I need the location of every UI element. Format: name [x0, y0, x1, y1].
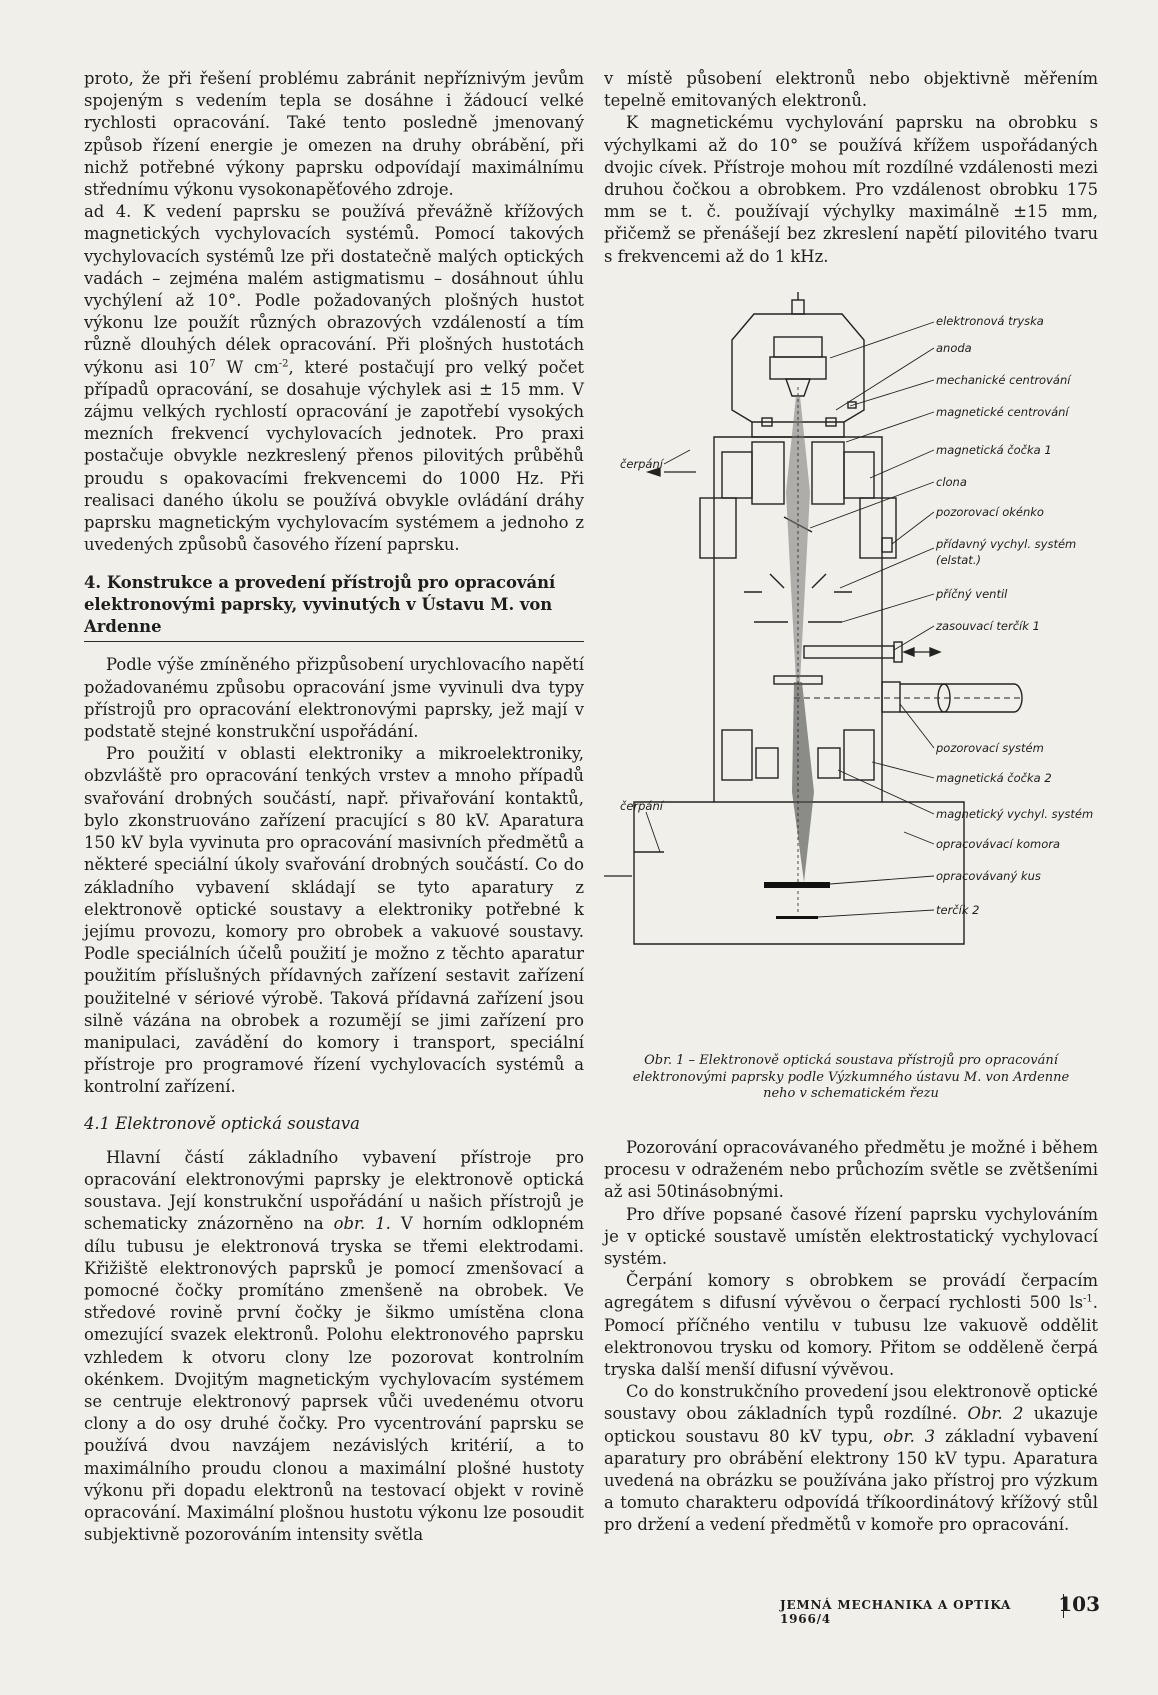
section-heading-4: 4. Konstrukce a provedení přístrojů pro opracování elektronovými paprsky, vyvinutých v Ústavu M. von Ardenne — [84, 572, 584, 642]
label-magnetic-lens-2: magnetická čočka 2 — [936, 771, 1052, 785]
gun-insulator — [774, 337, 822, 357]
heading-rule — [84, 641, 584, 642]
label-observation-window: pozorovací okénko — [936, 505, 1044, 519]
insertable-target-1 — [804, 646, 894, 658]
journal-name: JEMNÁ MECHANIKA A OPTIKA 1966/4 — [780, 1598, 1012, 1626]
left-column — [84, 68, 584, 1546]
right-column-bottom — [604, 1137, 1098, 1537]
paragraph: Čerpání komory s obrobkem se provádí čerpacím agregátem s difusní vývěvou o čerpací rychlosti 500 $ls^{-1}$. Pomocí příčného ventilu v tubusu lze vakuově oddělit elektronovou trysku od komory. Přitom se odděleně čerpá tryska další menší difusní vývěvou. — [604, 1271, 1098, 1380]
right-column-top — [604, 68, 1098, 268]
observation-window — [882, 538, 892, 552]
figure-reference: obr. 3 — [883, 1426, 936, 1446]
figure-reference: obr. 1. — [333, 1214, 391, 1234]
lens1-coil-right — [844, 452, 874, 498]
label-anode: anoda — [936, 341, 972, 355]
lens1-outer-left — [700, 498, 736, 558]
gun-connector — [792, 300, 804, 314]
label-cross-valve: příčný ventil — [936, 587, 1008, 601]
paragraph: Pro dříve popsané časové řízení paprsku vychylováním je v optické soustavě umístěn elektrostatický vychylovací systém. — [604, 1204, 1098, 1269]
paragraph: v místě působení elektronů nebo objektivně měřením tepelně emitovaných elektronů. — [604, 69, 1098, 111]
electron-optics-schematic — [604, 292, 1098, 1062]
lens2-coil-left — [722, 730, 752, 780]
label-magnetic-lens-1: magnetická čočka 1 — [936, 443, 1052, 457]
lens1-coil-left — [722, 452, 752, 498]
paragraph: proto, že při řešení problému zabránit nepříznivým jevům spojeným s vedením tepla se dosáhne i žádoucí velké rychlosti opracování. Také tento posledně jmenovaný způsob řízení energie je omezen na druhy obrábění, při nichž potřebné výkony paprsku odpovídají maximálnímu střednímu výkonu vysokonapěťového zdroje. — [84, 69, 584, 200]
label-insertable-target-1: zasouvací terčík 1 — [936, 619, 1040, 633]
paragraph: Podle výše zmíněného přizpůsobení urychlovacího napětí požadovanému způsobu opracování jsme vyvinuli dva typy přístrojů pro opracování elektronovými paprsky, jež mají v podstatě stejné konstrukční uspořádání. — [84, 655, 584, 742]
paragraph: Co do konstrukčního provedení jsou elektronově optické soustavy obou základních typů rozdílné. Obr. 2 ukazuje optickou soustavu 80 kV typu, obr. 3 základní vybavení aparatury pro obrábění elektrony 150 kV typu. Aparatura uvedená na obrázku se používána jako přístroj pro výzkum a tomuto charakteru odpovídá tříkoordinátový křížový stůl pro držení a vedení předmětů v komoře pro opracování. — [604, 1382, 1099, 1535]
figure-caption: Obr. 1 – Elektronově optická soustava přístrojů pro opracování elektronovými paprsky podle Výzkumného ústavu M. von Ardenne neho v schematickém řezu — [632, 1053, 1070, 1101]
paragraph: Hlavní částí základního vybavení přístroje pro opracování elektronovými paprsky je elektronově optická soustava. Její konstrukční uspořádání u našich přístrojů je schematicky znázorněno na obr. 1. V horním odklopném dílu tubusu je elektronová tryska se třemi elektrodami. Křižiště elektronových paprsků je pomocí zmenšovací a pomocné čočky promítáno zmenšeně na obrobek. Ve středové rovině první čočky je šikmo umístěna clona omezující svazek elektronů. Polohu elektronového paprsku vzhledem k otvoru clony lze pozorovat kontrolním okénkem. Dvojitým magnetickým vychylovacím systémem se centruje elektronový paprsek vůči uvedenému otvoru clony a do osy druhé čočky. Pro vycentrování paprsku se používá dvou navzájem nezávislých kritérií, a to maximálního proudu clonou a maximální plošné hustoty výkonu při dopadu elektronů na testovací objekt v rovině opracování. Maximální plošnou hustotu výkonu lze posoudit subjektivně pozorováním intensity světla — [84, 1147, 584, 1545]
target-2 — [776, 916, 818, 919]
electron-beam-lower — [792, 682, 814, 882]
label-pumping-upper: čerpání — [620, 457, 663, 471]
label-electron-gun: elektronová tryska — [936, 314, 1044, 328]
label-pumping-lower: čerpání — [620, 799, 663, 813]
label-additional-deflection: přídavný vychyl. systém — [936, 537, 1077, 551]
page-footer — [780, 1592, 1100, 1626]
paragraph: Pozorování opracovávaného předmětu je možné i během procesu v odraženém nebo průchozím světle se zvětšeními až asi 50tinásobnými. — [604, 1138, 1098, 1202]
paragraph: ad 4. K vedení paprsku se používá převážně křížových magnetických vychylovacích systémů. Pomocí takových vychylovacích systémů lze při dostatečně malých optických vadách – zejména malém astigmatismu – dosáhnout úhlu vychýlení až 10°. Podle požadovaných plošných hustot výkonu lze použít různých obrazových vzdáleností a tím různě dlouhých délek opracování. Při plošných hustotách výkonu asi $10^7$ W $cm^{-2}$, které postačují pro velký počet případů opracování, se dosahuje výchylek asi ± 15 mm. V zájmu velkých rychlostí opracování je zapotřebí vysokých mezních frekvencí vychylovacích jednotek. Pro praxi postačuje obvykle nezkreslený přenos pilovitých průběhů proudu s opakovacími frekvencemi do 1000 Hz. Při realisaci daného úkolu se používá obvykle ovládání dráhy paprsku magnetickým vychylovacím systémem a jednoho z uvedených způsobů časového řízení paprsku. — [84, 202, 584, 555]
label-observation-system: pozorovací systém — [936, 741, 1044, 755]
subsection-heading-4-1: 4.1 Elektronově optická soustava — [84, 1113, 360, 1133]
workpiece — [764, 882, 830, 888]
label-workpiece: opracovávaný kus — [936, 869, 1041, 883]
label-mechanical-centering: mechanické centrování — [936, 373, 1071, 387]
lens2-coil-right — [844, 730, 874, 780]
paragraph: K magnetickému vychylování paprsku na obrobku s výchylkami až do 10° se používá křížem uspořádaných dvojic cívek. Přístroje mohou mít rozdílné vzdálenosti mezi druhou čočkou a obrobkem. Pro vzdálenost obrobku 175 mm se t. č. používají výchylky maximálně ±15 mm, přičemž se přenášejí bez zkreslení napětí pilovitého tvaru s frekvencemi až do 1 kHz. — [604, 113, 1098, 266]
label-magnetic-centering: magnetické centrování — [936, 405, 1069, 419]
figure-1-diagram — [604, 292, 1098, 1062]
gun-electrode — [770, 357, 826, 379]
observation-system — [882, 682, 900, 712]
label-processing-chamber: opracovávací komora — [936, 837, 1061, 851]
label-additional-deflection-type: (elstat.) — [936, 553, 981, 567]
figure-reference: Obr. 2 — [967, 1404, 1024, 1424]
label-magnetic-deflection-system: magnetický vychyl. systém — [936, 807, 1094, 821]
label-aperture: clona — [936, 475, 967, 489]
paragraph: Pro použití v oblasti elektroniky a mikroelektroniky, obzvláště pro opracování tenkých vrstev a mnoho případů svařování drobných součástí, např. přivařování kontaktů, bylo zkonstruováno zařízení pracující s 80 kV. Aparatura 150 kV byla vyvinuta pro opracování masivních předmětů a některé speciální úkoly svařování drobných součástí. Co do základního vybavení skládají se tyto aparatury z elektronově optické soustavy a elektroniky potřebné k jejímu provozu, komory pro obrobek a vakuové soustavy. Podle speciálních účelů použití je možno z těchto aparatur použitím příslušných přídavných zařízení sestavit zařízení použitelné v sériové výrobě. Taková přídavná zařízení jsou silně vázána na obrobek a rozumějí se jimi zařízení pro manipulaci, zavádění do komory i transport, speciální přístroje pro programové řízení vychylovacích systémů a kontrolní zařízení. — [84, 744, 584, 1097]
page-number: 103 — [1058, 1592, 1100, 1616]
label-target-2: terčík 2 — [936, 903, 980, 917]
